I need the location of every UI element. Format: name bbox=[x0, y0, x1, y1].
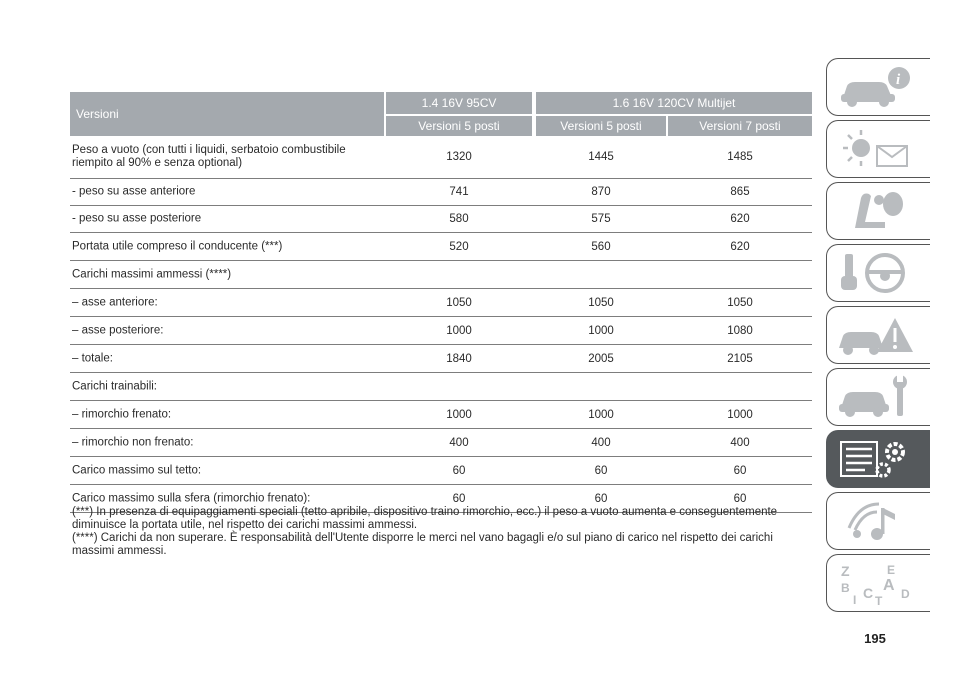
row-value: 560 bbox=[591, 240, 611, 253]
row-value: 741 bbox=[449, 186, 469, 198]
index-letter: T bbox=[875, 594, 883, 606]
row-value: 60 bbox=[452, 492, 466, 505]
car-maintenance-wrench-icon bbox=[835, 374, 917, 420]
row-label: Peso a vuoto (con tutti i liquidi, serbatoio combustibile riempito al 90% e senza optional) bbox=[72, 144, 346, 169]
header-subversion-3: Versioni 7 posti bbox=[668, 116, 812, 136]
row-value: 1050 bbox=[446, 296, 472, 309]
row-value: 575 bbox=[591, 213, 611, 225]
tab-safety[interactable] bbox=[826, 182, 930, 240]
row-value: 1000 bbox=[727, 408, 753, 421]
header-versions-label: Versioni bbox=[70, 92, 384, 136]
tab-maintenance[interactable] bbox=[826, 368, 930, 426]
row-value: 870 bbox=[591, 186, 611, 198]
row-value: 2005 bbox=[588, 352, 614, 365]
row-value: 2105 bbox=[727, 352, 753, 365]
row-value: 1000 bbox=[588, 408, 614, 421]
svg-text:i: i bbox=[896, 72, 901, 88]
index-letter: Z bbox=[841, 563, 850, 579]
row-value: 1000 bbox=[446, 408, 472, 421]
technical-data-table bbox=[70, 92, 812, 513]
tab-index[interactable] bbox=[826, 554, 930, 612]
table-row bbox=[70, 289, 812, 317]
row-label: Carichi massimi ammessi (****) bbox=[72, 268, 232, 280]
row-label: Carico massimo sul tetto: bbox=[72, 464, 202, 476]
row-value: 1840 bbox=[446, 352, 472, 365]
row-value: 1000 bbox=[588, 324, 614, 337]
row-value: 1445 bbox=[588, 151, 614, 163]
multimedia-music-icon bbox=[835, 498, 917, 544]
row-label: – rimorchio frenato: bbox=[72, 408, 172, 420]
row-value: 400 bbox=[449, 436, 469, 449]
row-value: 60 bbox=[733, 464, 747, 477]
header-engine-2: 1.6 16V 120CV Multijet bbox=[536, 92, 812, 114]
row-value: 60 bbox=[733, 492, 747, 505]
row-label: - peso su asse anteriore bbox=[72, 185, 196, 198]
row-label: Carichi trainabili: bbox=[72, 380, 158, 392]
page-number: 195 bbox=[864, 631, 886, 646]
row-label: Portata utile compreso il conducente (***) bbox=[72, 240, 283, 252]
index-letter: B bbox=[841, 581, 850, 595]
table-row bbox=[70, 136, 812, 179]
table-row bbox=[70, 233, 812, 261]
row-value: 60 bbox=[594, 492, 608, 505]
table-row bbox=[70, 206, 812, 233]
table-header bbox=[70, 92, 812, 136]
row-label: – totale: bbox=[72, 352, 113, 364]
row-value: 1320 bbox=[446, 151, 472, 163]
table-row bbox=[70, 429, 812, 457]
footnote-portata: (***) In presenza di equipaggiamenti speciali (tetto apribile, dispositivo traino rimorchio, ecc.) il peso a vuoto aumenta e conseguentemente diminuisce la portata utile, nel rispetto dei carichi massimi ammessi. bbox=[72, 506, 778, 531]
row-label: – asse anteriore: bbox=[72, 296, 158, 308]
table-row bbox=[70, 345, 812, 373]
index-letter: E bbox=[887, 563, 896, 577]
row-value: 620 bbox=[730, 240, 750, 253]
row-value: 60 bbox=[452, 464, 466, 477]
tab-warning-lights[interactable] bbox=[826, 120, 930, 178]
row-label: Carico massimo sulla sfera (rimorchio frenato): bbox=[72, 492, 311, 504]
table-row bbox=[70, 373, 812, 401]
row-label: - peso su asse posteriore bbox=[72, 212, 202, 225]
row-value: 60 bbox=[594, 464, 608, 477]
index-letter: D bbox=[901, 587, 910, 601]
table-row bbox=[70, 261, 812, 289]
row-value: 1050 bbox=[727, 296, 753, 309]
table-row bbox=[70, 317, 812, 345]
car-breakdown-warning-triangle-icon bbox=[835, 312, 917, 358]
technical-data-list-gears-icon bbox=[835, 436, 917, 482]
index-letter: I bbox=[853, 593, 857, 606]
row-value: 580 bbox=[449, 213, 469, 225]
tab-multimedia[interactable] bbox=[826, 492, 930, 550]
row-value: 520 bbox=[449, 240, 469, 253]
header-subversion-2: Versioni 5 posti bbox=[536, 116, 666, 136]
car-info-icon bbox=[835, 64, 917, 110]
row-value: 1050 bbox=[588, 296, 614, 309]
row-value: 1485 bbox=[727, 151, 753, 163]
row-value: 865 bbox=[730, 186, 750, 198]
header-subversion-1: Versioni 5 posti bbox=[386, 116, 532, 136]
row-value: 400 bbox=[730, 436, 750, 449]
chapter-sidebar bbox=[826, 58, 930, 616]
row-label: – rimorchio non frenato: bbox=[72, 436, 194, 448]
index-letter: C bbox=[863, 585, 874, 601]
table-row bbox=[70, 179, 812, 206]
seat-airbag-icon bbox=[835, 188, 917, 234]
alphabetical-index-icon bbox=[835, 560, 917, 606]
row-label: – asse posteriore: bbox=[72, 324, 164, 336]
index-letter: A bbox=[883, 577, 895, 594]
row-value: 400 bbox=[591, 436, 611, 449]
row-value: 620 bbox=[730, 213, 750, 225]
footnote-carichi: (****) Carichi da non superare. È responsabilità dell'Utente disporre le merci nel vano bagagli e/o sul piano di carico nel rispetto dei carichi massimi ammessi. bbox=[72, 532, 773, 557]
row-value: 1080 bbox=[727, 324, 753, 337]
tab-starting-driving[interactable] bbox=[826, 244, 930, 302]
tab-technical-data[interactable] bbox=[826, 430, 930, 488]
table-row bbox=[70, 401, 812, 429]
warning-lights-message-icon bbox=[835, 126, 917, 172]
row-value: 1000 bbox=[446, 324, 472, 337]
tab-car-info[interactable] bbox=[826, 58, 930, 116]
key-steering-wheel-icon bbox=[835, 250, 917, 296]
table-row bbox=[70, 457, 812, 485]
header-engine-1: 1.4 16V 95CV bbox=[386, 92, 532, 114]
footnotes bbox=[72, 506, 812, 558]
tab-emergency[interactable] bbox=[826, 306, 930, 364]
